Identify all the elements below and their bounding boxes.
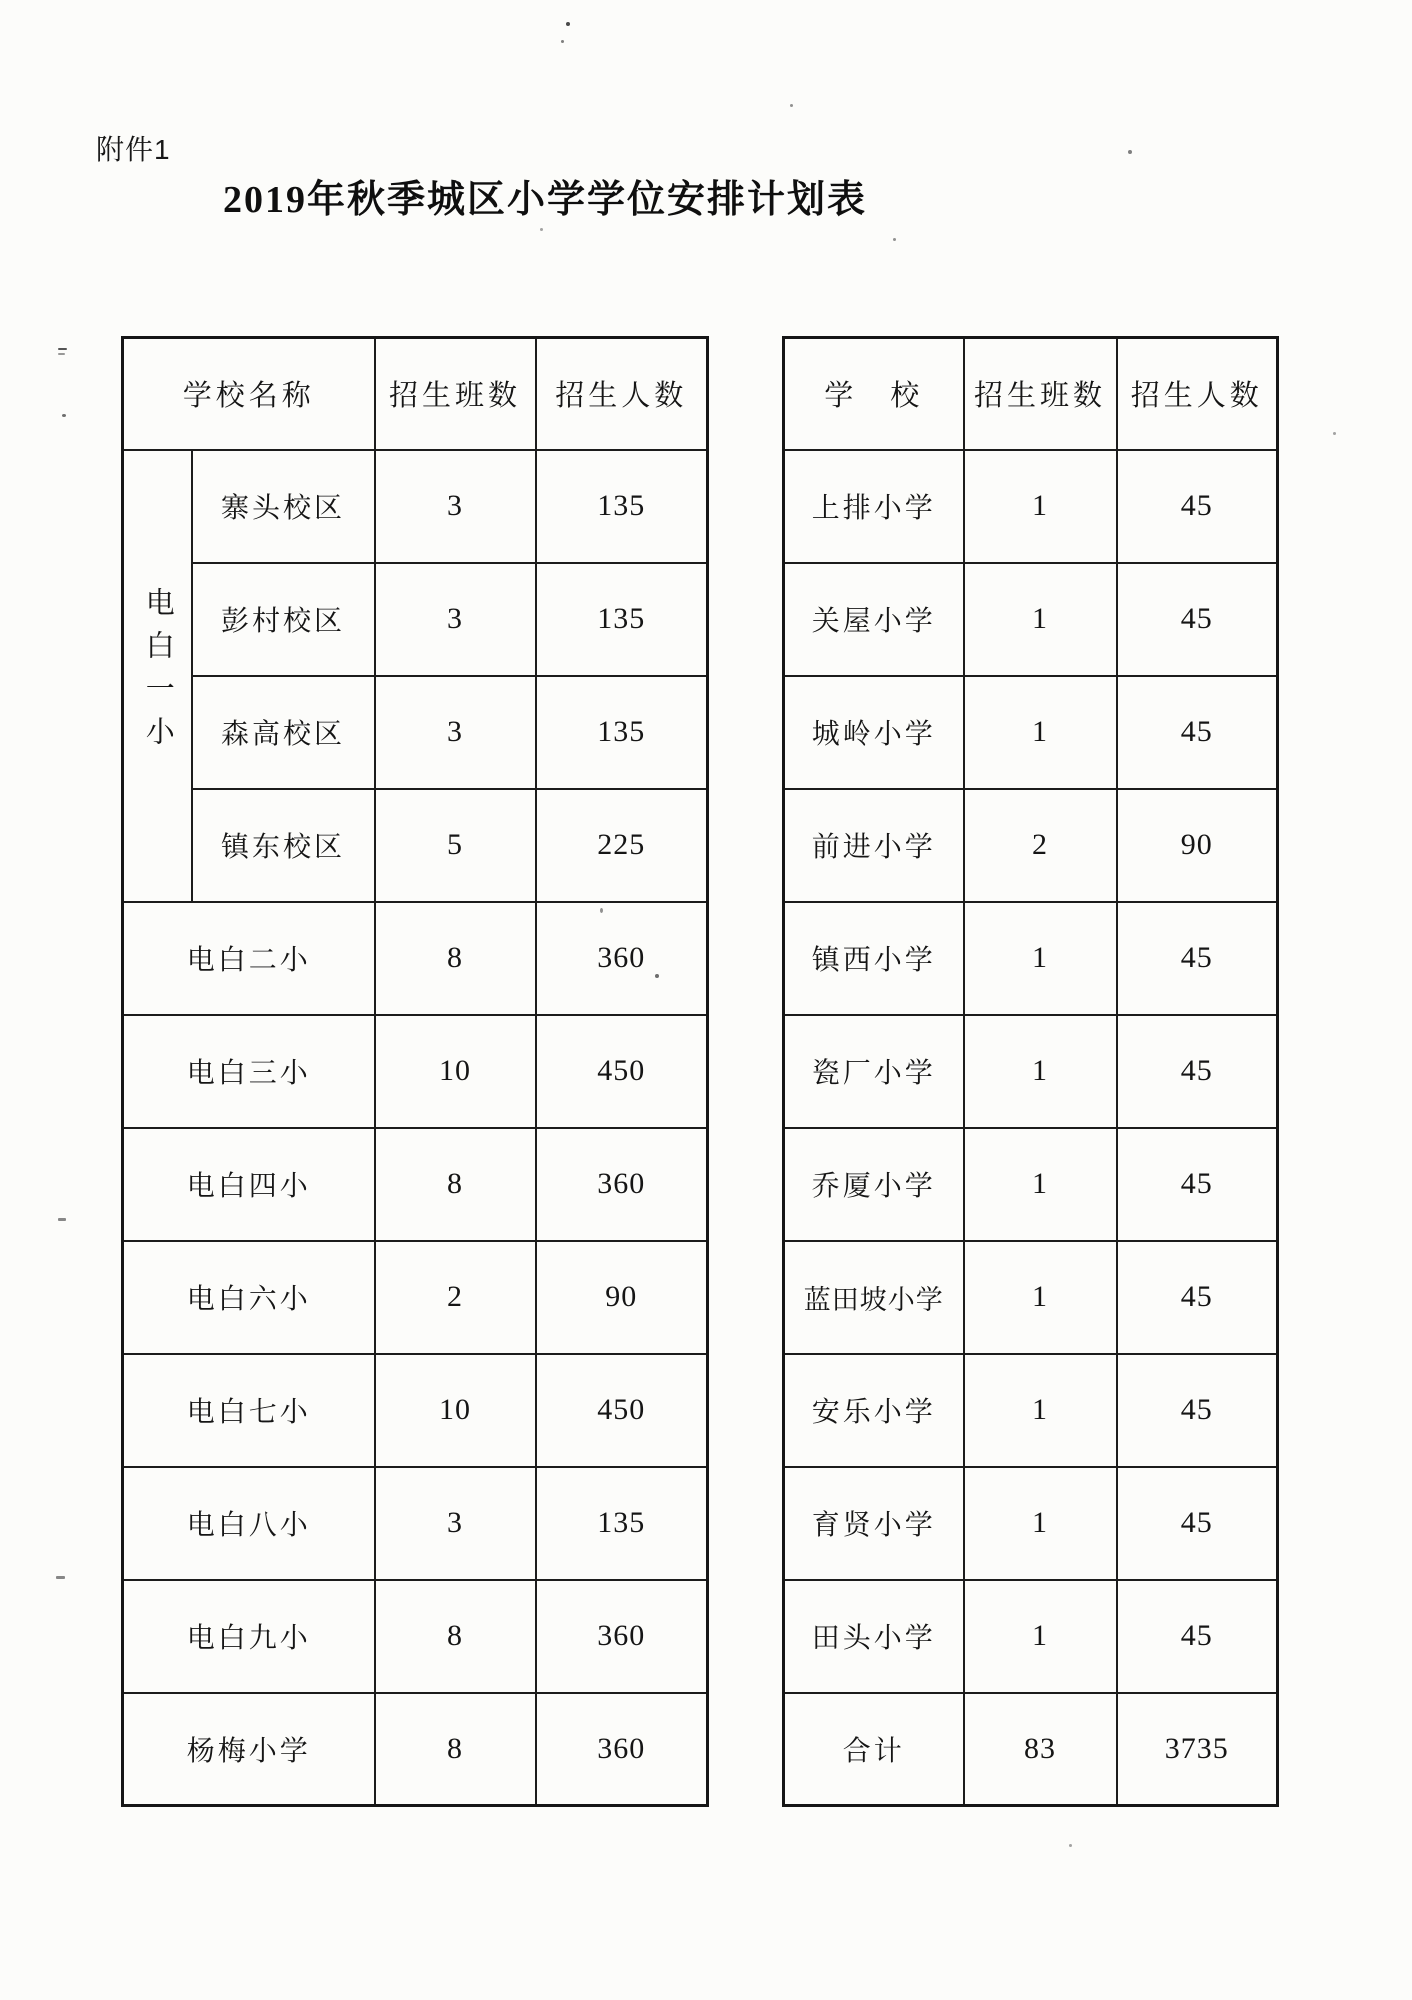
- table-row: [123, 676, 708, 789]
- scan-speckle: [58, 348, 67, 350]
- total-students-cell: 3735: [1117, 1693, 1278, 1806]
- classes-cell: 1: [964, 1241, 1117, 1354]
- students-cell: 45: [1117, 450, 1278, 563]
- students-cell: 135: [536, 450, 708, 563]
- school-name-cell: 电白九小: [123, 1580, 375, 1693]
- school-name-cell: 育贤小学: [784, 1467, 964, 1580]
- school-name-cell: 田头小学: [784, 1580, 964, 1693]
- students-cell: 45: [1117, 1354, 1278, 1467]
- students-cell: 45: [1117, 563, 1278, 676]
- scan-speckle: [893, 238, 896, 241]
- school-name-cell: 乔厦小学: [784, 1128, 964, 1241]
- table-row: [784, 1354, 1278, 1467]
- scan-speckle: [561, 40, 564, 43]
- classes-cell: 1: [964, 563, 1117, 676]
- school-name-cell: 前进小学: [784, 789, 964, 902]
- students-cell: 135: [536, 563, 708, 676]
- campus-name-cell: 镇东校区: [192, 789, 375, 902]
- table-row: [784, 789, 1278, 902]
- classes-cell: 3: [375, 1467, 536, 1580]
- table-row: [123, 450, 708, 563]
- school-name-cell: 杨梅小学: [123, 1693, 375, 1806]
- school-name-cell: 上排小学: [784, 450, 964, 563]
- scan-speckle: [600, 908, 603, 913]
- table-row: [784, 450, 1278, 563]
- total-label-cell: 合计: [784, 1693, 964, 1806]
- students-cell: 360: [536, 902, 708, 1015]
- classes-cell: 1: [964, 1467, 1117, 1580]
- classes-cell: 1: [964, 902, 1117, 1015]
- students-cell: 45: [1117, 902, 1278, 1015]
- school-name-cell: 城岭小学: [784, 676, 964, 789]
- classes-cell: 1: [964, 1128, 1117, 1241]
- classes-cell: 2: [375, 1241, 536, 1354]
- table-row: [123, 789, 708, 902]
- attachment-label: 附件1: [96, 134, 171, 165]
- students-cell: 135: [536, 676, 708, 789]
- total-row: [784, 1693, 1278, 1806]
- classes-cell: 1: [964, 1015, 1117, 1128]
- school-name-cell: 电白六小: [123, 1241, 375, 1354]
- table-row: [784, 1015, 1278, 1128]
- school-name-cell: 电白八小: [123, 1467, 375, 1580]
- table-row: [123, 1693, 708, 1806]
- group-school-name: 电白一小: [141, 587, 174, 759]
- campus-name-cell: 森高校区: [192, 676, 375, 789]
- scan-speckle: [56, 1576, 65, 1579]
- table-row: [784, 1128, 1278, 1241]
- school-name-cell: 电白四小: [123, 1128, 375, 1241]
- total-classes-cell: 83: [964, 1693, 1117, 1806]
- classes-cell: 8: [375, 1128, 536, 1241]
- school-name-cell: 蓝田坡小学: [784, 1241, 964, 1354]
- scan-speckle: [790, 104, 793, 107]
- header-students: 招生人数: [536, 338, 708, 450]
- campus-name-cell: 寨头校区: [192, 450, 375, 563]
- classes-cell: 8: [375, 902, 536, 1015]
- classes-cell: 10: [375, 1354, 536, 1467]
- classes-cell: 3: [375, 676, 536, 789]
- classes-cell: 8: [375, 1693, 536, 1806]
- table-header-row: [123, 338, 708, 450]
- scan-speckle: [58, 1218, 66, 1221]
- scan-speckle: [1069, 1844, 1072, 1847]
- table-header-row: [784, 338, 1278, 450]
- header-classes: 招生班数: [375, 338, 536, 450]
- students-cell: 45: [1117, 1467, 1278, 1580]
- students-cell: 45: [1117, 1128, 1278, 1241]
- school-name-cell: 安乐小学: [784, 1354, 964, 1467]
- group-school-cell: [123, 450, 192, 902]
- scan-speckle: [1333, 432, 1336, 435]
- header-students: 招生人数: [1117, 338, 1278, 450]
- school-name-cell: 电白七小: [123, 1354, 375, 1467]
- students-cell: 360: [536, 1128, 708, 1241]
- students-cell: 45: [1117, 1241, 1278, 1354]
- students-cell: 450: [536, 1015, 708, 1128]
- table-row: [784, 1241, 1278, 1354]
- students-cell: 135: [536, 1467, 708, 1580]
- table-row: [123, 1241, 708, 1354]
- table-row: [784, 1467, 1278, 1580]
- classes-cell: 5: [375, 789, 536, 902]
- table-row: [123, 1015, 708, 1128]
- table-row: [784, 676, 1278, 789]
- scan-speckle: [566, 22, 570, 26]
- classes-cell: 1: [964, 676, 1117, 789]
- classes-cell: 8: [375, 1580, 536, 1693]
- school-name-cell: 瓷厂小学: [784, 1015, 964, 1128]
- classes-cell: 2: [964, 789, 1117, 902]
- classes-cell: 1: [964, 1580, 1117, 1693]
- classes-cell: 3: [375, 563, 536, 676]
- students-cell: 360: [536, 1693, 708, 1806]
- table-row: [123, 902, 708, 1015]
- left-enrollment-table: [121, 336, 709, 1807]
- table-row: [123, 1580, 708, 1693]
- table-row: [123, 1467, 708, 1580]
- school-name-cell: 电白三小: [123, 1015, 375, 1128]
- school-name-cell: 关屋小学: [784, 563, 964, 676]
- table-row: [784, 1580, 1278, 1693]
- table-row: [784, 902, 1278, 1015]
- classes-cell: 1: [964, 1354, 1117, 1467]
- scan-speckle: [62, 414, 66, 417]
- students-cell: 45: [1117, 1015, 1278, 1128]
- classes-cell: 10: [375, 1015, 536, 1128]
- header-school: 学 校: [784, 338, 964, 450]
- students-cell: 90: [1117, 789, 1278, 902]
- scan-speckle: [655, 974, 659, 978]
- students-cell: 45: [1117, 676, 1278, 789]
- table-row: [123, 563, 708, 676]
- right-enrollment-table: [782, 336, 1279, 1807]
- table-row: [123, 1128, 708, 1241]
- students-cell: 90: [536, 1241, 708, 1354]
- students-cell: 360: [536, 1580, 708, 1693]
- table-row: [784, 563, 1278, 676]
- scan-speckle: [540, 228, 543, 231]
- school-name-cell: 镇西小学: [784, 902, 964, 1015]
- scan-speckle: [1128, 150, 1132, 154]
- header-school-name: 学校名称: [123, 338, 375, 450]
- classes-cell: 3: [375, 450, 536, 563]
- school-name-cell: 电白二小: [123, 902, 375, 1015]
- campus-name-cell: 彭村校区: [192, 563, 375, 676]
- students-cell: 45: [1117, 1580, 1278, 1693]
- table-row: [123, 1354, 708, 1467]
- students-cell: 450: [536, 1354, 708, 1467]
- classes-cell: 1: [964, 450, 1117, 563]
- header-classes: 招生班数: [964, 338, 1117, 450]
- students-cell: 225: [536, 789, 708, 902]
- page-title: 2019年秋季城区小学学位安排计划表: [222, 179, 867, 221]
- scan-speckle: [58, 353, 65, 355]
